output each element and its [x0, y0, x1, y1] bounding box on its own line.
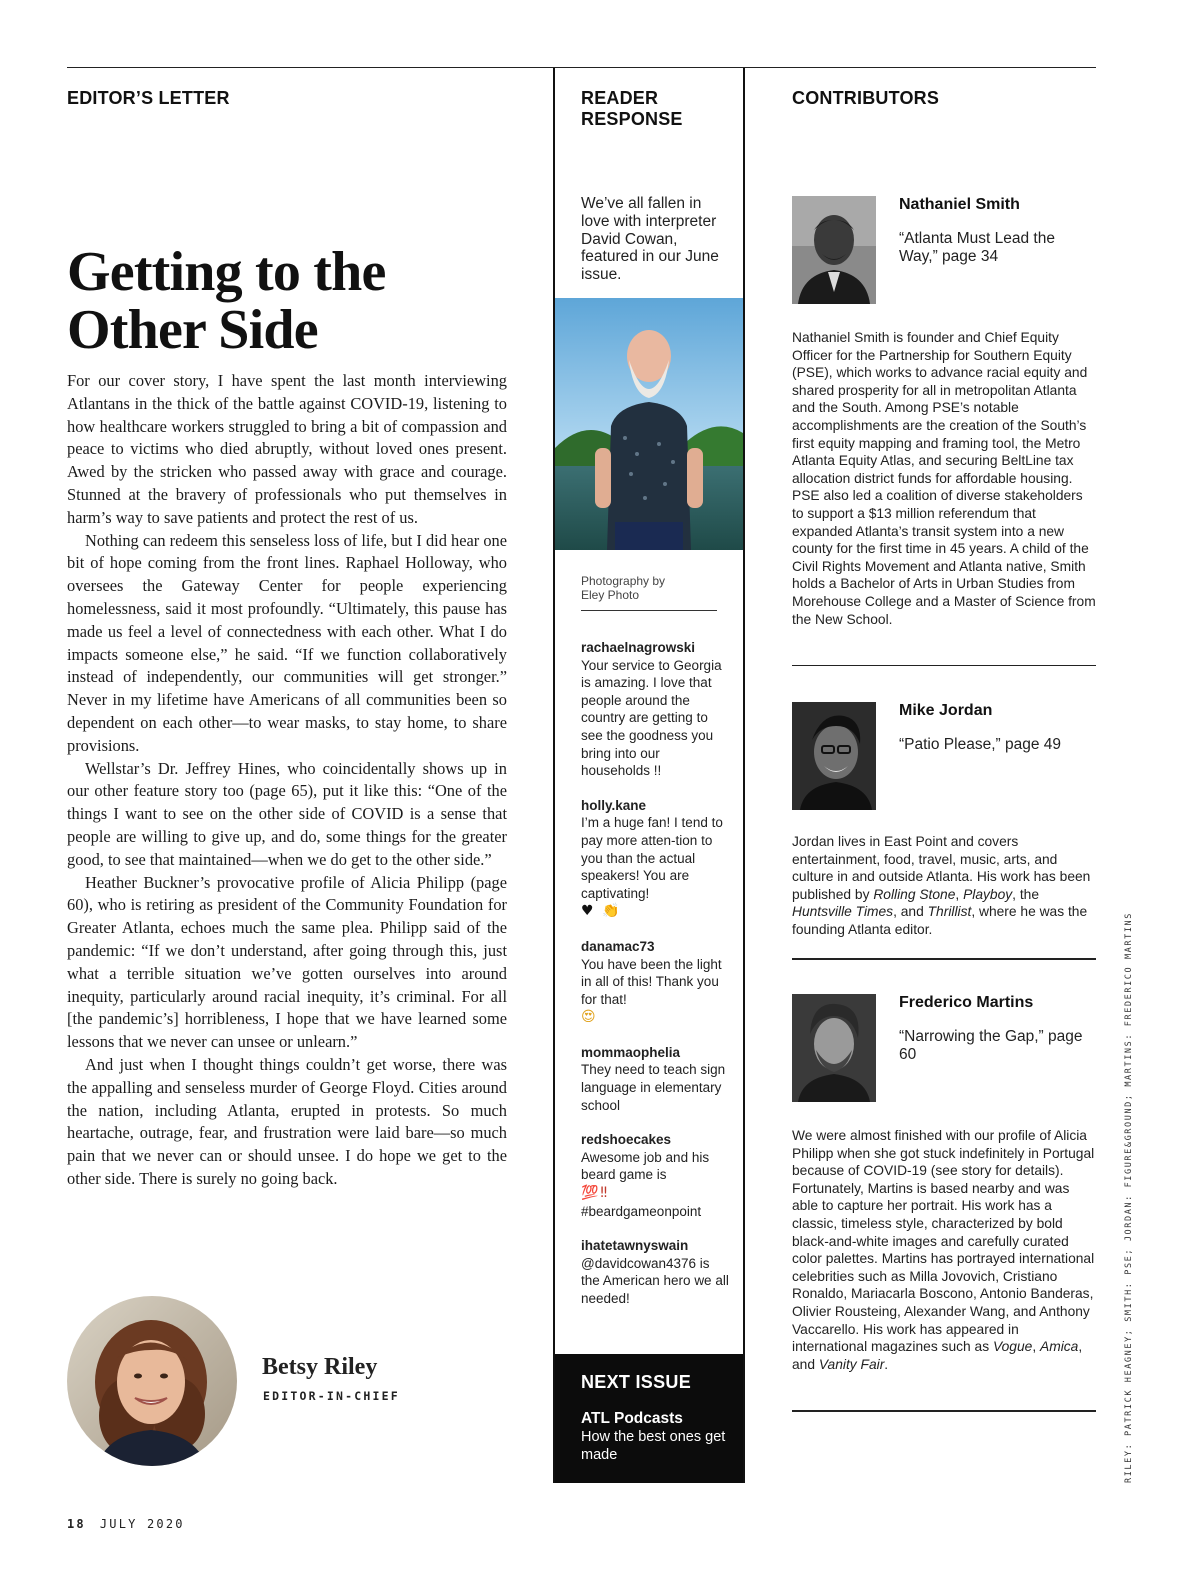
signature-name: Betsy Riley: [262, 1354, 378, 1380]
contributor-bio: Nathaniel Smith is founder and Chief Equity Officer for the Partnership for Southern Equity (PSE), which works to advance racial equity and shared prosperity for all in metropolitan Atlanta and the South. Among PSE’s notable accomplishments are the creation of the South’s first equity mapping and framing tool, the Metro Atlanta Equity Atlas, and securing BeltLine tax allocation district funds for affordable housing. PSE also led a coalition of diverse stakeholders to support a $13 million referendum that expanded Atlanta’s transit system into a new county for the first time in 45 years. A child of the Civil Rights Movement and Atlanta native, Smith holds a Bachelor of Arts in Urban Studies from Morehouse College and a Master of Science from the New School.: [792, 330, 1096, 627]
contributor-divider: [792, 958, 1096, 960]
editors-letter-label: EDITOR’S LETTER: [67, 88, 230, 108]
contributor-story: “Patio Please,” page 49: [899, 736, 1061, 753]
hundred-exclamation-emoji-icon: 💯‼: [581, 1185, 610, 1202]
comment-handle: mommaophelia: [581, 1044, 681, 1060]
comment-text: They need to teach sign language in elementary school: [581, 1062, 726, 1113]
bio-publication: Vanity Fair: [818, 1356, 885, 1372]
contributor-divider: [792, 1410, 1096, 1412]
headline-line-1: Getting to the: [67, 241, 386, 303]
editor-portrait-illustration: [67, 1296, 237, 1466]
page-number: 18: [67, 1517, 86, 1531]
letter-paragraph: Nothing can redeem this senseless loss of life, but I did hear one bit of hope coming from the front lines. Raphael Holloway, who oversees the Gateway Center for people experiencing homelessness, said it most profoundly. “Ultimately, this pause has made us feel a level of connectedness with each other. What I do impacts someone else,” he said. “If we function collaboratively instead of independently, our communities will get stronger.” Never in my lifetime have Americans of all communities been so dependent on each other—to wear masks, to stay home, to share provisions.: [67, 530, 507, 755]
next-issue-box: [555, 1354, 743, 1483]
reader-comment: [581, 1044, 731, 1114]
comment-handle: rachaelnagrowski: [581, 640, 696, 655]
bio-text: We were almost finished with our profile of Alicia Philipp when she got stuck indefinitely in Portugal because of COVID-19 (see story for details). Fortunately, Martins is based nearby and was able to capture her portrait. His work has a classic, timeless style, characterized by bold black-and-white images and carefully curated color palettes. Martins has portrayed international celebrities such as Milla Jovovich, Cristiano Ronaldo, Mariacarla Boscono, Antonio Banderas, Olivier Rousteing, Alexander Wang, and Anthony Vaccarello. His work has appeared in international magazines such as: [792, 1128, 1095, 1355]
next-issue-label: NEXT ISSUE: [581, 1372, 692, 1392]
reader-comment: [581, 797, 731, 921]
letter-paragraph: For our cover story, I have spent the last month interviewing Atlantans in the thick of the battle against COVID-19, listening to how healthcare workers struggled to bring a bit of compassion and peace to victims who died abruptly, without loved ones present. Awed by the stricken who passed away with grace and courage. Stunned at the bravery of professionals who put themselves in harm’s way to save patients and protect the rest of us.: [67, 371, 507, 527]
comment-hashtag: #beardgameonpoint: [581, 1203, 702, 1219]
reader-comment: [581, 1131, 731, 1220]
reader-response-label-line-2: RESPONSE: [581, 109, 683, 129]
letter-paragraph: And just when I thought things couldn’t get worse, there was the appalling and senseless murder of George Floyd. Cities around the nation, including Atlanta, erupted in protests. So much heartache, outrage, fear, and frustration were laid bare—so much pain that we never can or should unsee. I do hope we get to the other side. There is surely no going back.: [67, 1054, 507, 1188]
interpreter-photo: [555, 298, 743, 550]
bio-text: , the: [1012, 886, 1040, 902]
comment-handle: holly.kane: [581, 797, 647, 813]
headline-line-2: Other Side: [67, 299, 318, 361]
reader-comment: [581, 1237, 731, 1307]
contributor-photo-illustration: [792, 994, 876, 1102]
reader-intro: We’ve all fallen in love with interpreter David Cowan, featured in our June issue.: [581, 195, 719, 284]
bio-publication: Amica: [1040, 1339, 1079, 1355]
bio-publication: Thrillist: [927, 904, 972, 920]
next-issue-subtitle: How the best ones get made: [581, 1429, 726, 1463]
bio-publication: Playboy: [963, 886, 1013, 902]
letter-paragraph: Wellstar’s Dr. Jeffrey Hines, who coincidentally shows up in our other feature story too (page 65), put it like this: “One of the things I want to see on the other side of COVID is a sense that people are willing to give up, and do, some things for the greater good, to see that maintained—when we do get to the other side.”: [67, 758, 507, 869]
photo-credits-vertical: RILEY: PATRICK HEAGNEY; SMITH: PSE; JORDAN: FIGURE&GROUND; MARTINS: FREDERICO MARTINS: [1124, 912, 1134, 1483]
reader-comment: [581, 938, 731, 1027]
comment-text: Your service to Georgia is amazing. I love that people around the country are getting to see the goodness you bring into our households !!: [581, 657, 722, 779]
bio-text: ,: [955, 886, 964, 902]
contributor-divider: [792, 665, 1096, 666]
contributor-story: “Narrowing the Gap,” page 60: [899, 1028, 1083, 1063]
bio-text: , and: [792, 1339, 1083, 1372]
reader-response-label: [581, 88, 731, 130]
photo-credit: [581, 574, 717, 611]
reader-comments: [581, 639, 731, 1325]
contributor-name: Nathaniel Smith: [899, 196, 1020, 213]
contributor-name: Frederico Martins: [899, 994, 1034, 1011]
reader-comment: [581, 639, 731, 780]
reader-response-column: [553, 68, 745, 1483]
contributor-photo-illustration: [792, 196, 876, 304]
comment-text: You have been the light in all of this! Thank you for that!: [581, 956, 722, 1007]
bio-publication: Rolling Stone: [873, 886, 956, 902]
heart-eyes-emoji-icon: 😍: [581, 1009, 598, 1026]
issue-date: JULY 2020: [99, 1517, 185, 1531]
comment-text: Awesome job and his beard game is: [581, 1149, 710, 1183]
comment-text: I’m a huge fan! I tend to pay more atten-tion to you than the actual speakers! You are captivating!: [581, 815, 723, 901]
comment-handle: danamac73: [581, 938, 655, 954]
contributors-label: CONTRIBUTORS: [792, 88, 940, 108]
contributor-bio: [792, 833, 1096, 939]
heart-clap-emoji-icon: ♥ 👏: [581, 903, 622, 920]
contributor-photo: [792, 196, 876, 304]
photo-credit-line-1: Photography by: [581, 574, 666, 588]
bio-text: Jordan lives in East Point and covers entertainment, food, travel, music, arts, and culture in and outside Atlanta. His work has been published by: [792, 834, 1091, 902]
letter-paragraph: Heather Buckner’s provocative profile of Alicia Philipp (page 60), who is retiring as president of the Community Foundation for Greater Atlanta, echoes much the same plea. Philipp said of the pandemic: “If we don’t understand, after going through this, just what a terrible situation we’ve gotten ourselves into around inequity, particularly around racial inequity, it’s criminal. For all [the pandemic’s] horribleness, I hope that we have learned some lessons that we never can unsee or unlearn.”: [67, 872, 507, 1052]
reader-response-label-line-1: READER: [581, 88, 659, 108]
bio-text: ,: [1032, 1339, 1040, 1355]
folio: [67, 1517, 185, 1531]
page-title: [67, 243, 507, 359]
contributor-photo: [792, 994, 876, 1102]
bio-text: , and: [893, 904, 928, 920]
comment-text: @davidcowan4376 is the American hero we all needed!: [581, 1255, 729, 1306]
comment-handle: ihatetawnyswain: [581, 1238, 689, 1254]
contributor-story: “Atlanta Must Lead the Way,” page 34: [899, 230, 1055, 265]
bio-text: , where he was the founding Atlanta editor.: [792, 904, 1088, 937]
comment-handle: redshoecakes: [581, 1132, 672, 1148]
contributor-name: Mike Jordan: [899, 702, 993, 719]
contributor-photo-illustration: [792, 702, 876, 810]
interpreter-photo-illustration: [555, 298, 743, 550]
photo-credit-line-2: Eley Photo: [581, 588, 640, 602]
contributor-bio: [792, 1127, 1096, 1373]
next-issue-title: ATL Podcasts: [581, 1410, 683, 1427]
bio-publication: Huntsville Times: [792, 904, 894, 920]
editor-portrait-photo: [67, 1296, 237, 1466]
signature-title: EDITOR-IN-CHIEF: [263, 1389, 400, 1403]
bio-text: .: [884, 1356, 889, 1372]
contributor-photo: [792, 702, 876, 810]
bio-publication: Vogue: [992, 1339, 1033, 1355]
letter-body: [67, 370, 507, 1191]
